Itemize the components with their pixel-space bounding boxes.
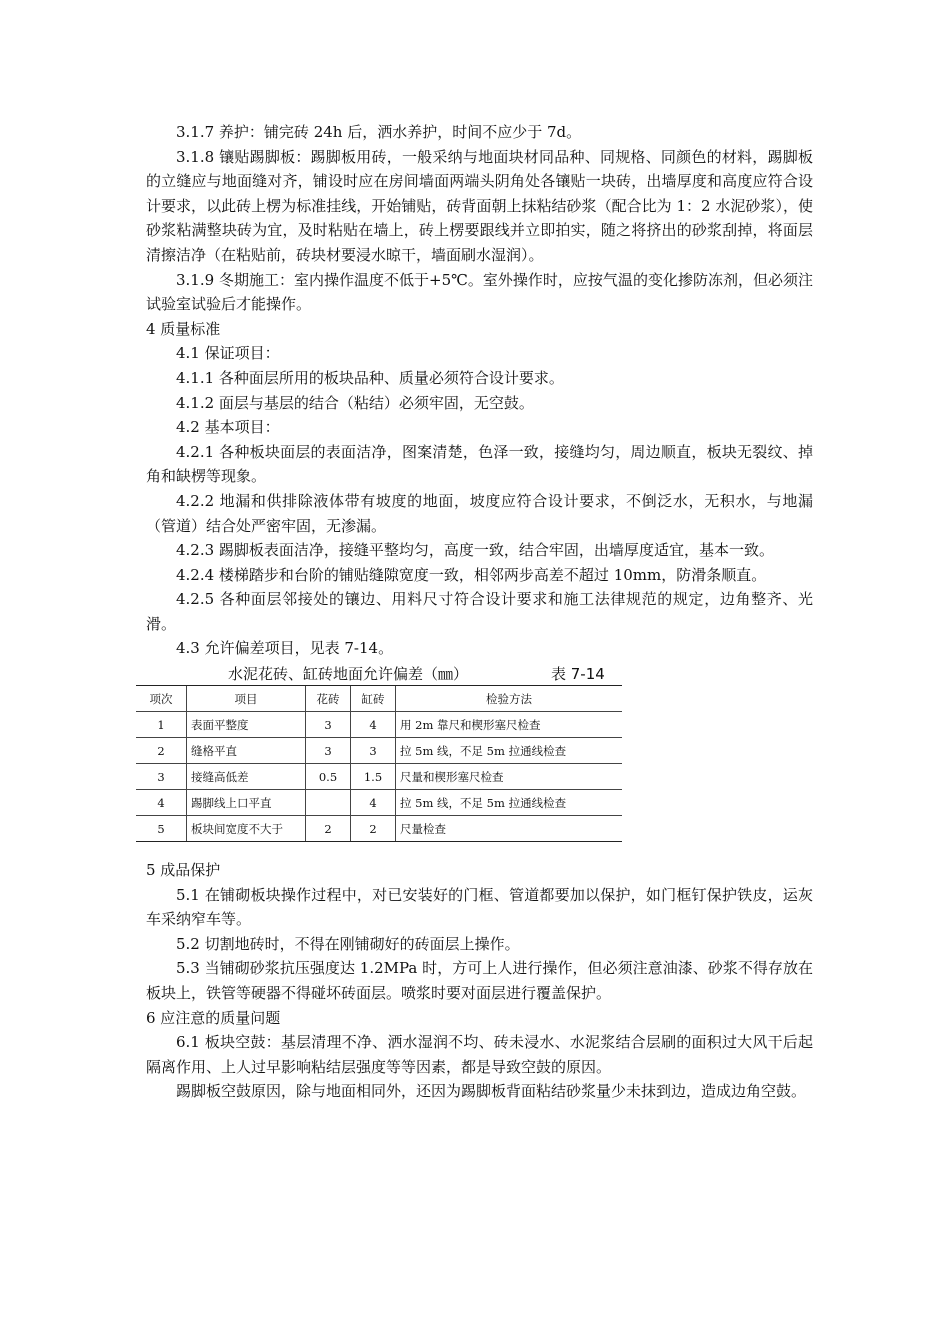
cell-index: 2 — [136, 738, 187, 764]
paragraph-4-2-2: 4.2.2 地漏和供排除液体带有坡度的地面，坡度应符合设计要求，不倒泛水，无积水，与地漏（管道）结合处严密牢固，无渗漏。 — [146, 491, 813, 535]
table-number: 表 7-14 — [551, 665, 605, 684]
paragraph-4-3: 4.3 允许偏差项目，见表 7-14。 — [176, 639, 394, 658]
section-heading-4: 4 质量标准 — [146, 319, 221, 338]
paragraph-4-2-5: 4.2.5 各种面层邻接处的镶边、用料尺寸符合设计要求和施工法律规范的规定，边角整齐、光滑。 — [146, 590, 813, 633]
paragraph-3-1-9: 3.1.9 冬期施工：室内操作温度不低于+5℃。室外操作时，应按气温的变化掺防冻剂，但必须注试验室试验后才能操作。 — [146, 270, 813, 314]
table-row — [136, 712, 622, 738]
paragraph-3-1-8: 3.1.8 镶贴踢脚板：踢脚板用砖，一般采纳与地面块材同品种、同规格、同颜色的材料，踢脚板的立缝应与地面缝对齐，铺设时应在房间墙面两端头阴角处各镶贴一块砖，出墙厚度和高度应符合设计要求，以此砖上楞为标准挂线，开始铺贴，砖背面朝上抹粘结砂浆（配合比为 1：2 水泥砂浆），使砂浆粘满整块砖为宜，及时粘贴在墙上，砖上楞要跟线并立即拍实，随之将挤出的砂浆刮掉，将面层清擦洁净（在粘贴前，砖块材要浸水晾干，墙面刷水湿润）。 — [146, 147, 813, 264]
paragraph-5-3: 5.3 当铺砌砂浆抗压强度达 1.2MPa 时，方可上人进行操作，但必须注意油漆、砂浆不得存放在板块上，铁管等硬器不得碰坏砖面层。喷浆时要对面层进行覆盖保护。 — [146, 959, 813, 1003]
cell-clinker-tile: 4 — [351, 790, 396, 816]
paragraph-3-1-7: 3.1.7 养护：铺完砖 24h 后，洒水养护，时间不应少于 7d。 — [176, 123, 582, 141]
cell-flower-tile: 2 — [306, 816, 351, 842]
cell-index: 3 — [136, 764, 187, 790]
table-row — [136, 790, 622, 816]
cell-index: 1 — [136, 712, 187, 738]
table-title: 水泥花砖、缸砖地面允许偏差（㎜） — [228, 665, 469, 684]
paragraph-5-1: 5.1 在铺砌板块操作过程中，对已安装好的门框、管道都要加以保护，如门框钉保护铁皮，运灰车采纳窄车等。 — [146, 885, 813, 929]
cell-index: 5 — [136, 816, 187, 842]
cell-item: 接缝高低差 — [187, 764, 306, 790]
spacer — [146, 842, 813, 858]
cell-flower-tile — [306, 790, 351, 816]
paragraph-4-2-3: 4.2.3 踢脚板表面洁净，接缝平整均匀，高度一致，结合牢固，出墙厚度适宜，基本一致。 — [176, 541, 774, 560]
cell-method: 用 2m 靠尺和楔形塞尺检查 — [396, 712, 623, 738]
cell-clinker-tile: 1.5 — [351, 764, 396, 790]
header-index: 项次 — [136, 686, 187, 712]
table-row — [136, 738, 622, 764]
section-heading-6: 6 应注意的质量问题 — [146, 1008, 281, 1027]
header-clinker-tile: 缸砖 — [351, 686, 396, 712]
cell-flower-tile: 3 — [306, 738, 351, 764]
paragraph-4-1-2: 4.1.2 面层与基层的结合（粘结）必须牢固，无空鼓。 — [176, 393, 534, 412]
paragraph-4-2-1: 4.2.1 各种板块面层的表面洁净，图案清楚，色泽一致，接缝均匀，周边顺直，板块无裂纹、掉角和缺楞等现象。 — [146, 442, 813, 486]
cell-item: 缝格平直 — [187, 738, 306, 764]
cell-method: 拉 5m 线，不足 5m 拉通线检查 — [396, 790, 623, 816]
paragraph-4-2-4: 4.2.4 楼梯踏步和台阶的铺贴缝隙宽度一致，相邻两步高差不超过 10mm，防滑条顺直。 — [176, 565, 767, 584]
table-row — [136, 816, 622, 842]
cell-item: 板块间宽度不大于 — [187, 816, 306, 842]
table-header-row — [136, 686, 622, 712]
cell-method: 拉 5m 线，不足 5m 拉通线检查 — [396, 738, 623, 764]
header-flower-tile: 花砖 — [306, 686, 351, 712]
cell-flower-tile: 0.5 — [306, 764, 351, 790]
paragraph-6-1: 6.1 板块空鼓：基层清理不净、洒水湿润不均、砖未浸水、水泥浆结合层刷的面积过大风干后起隔离作用、上人过早影响粘结层强度等等因素，都是导致空鼓的原因。 — [146, 1033, 813, 1076]
paragraph-5-2: 5.2 切割地砖时，不得在刚铺砌好的砖面层上操作。 — [176, 934, 520, 953]
table-caption — [146, 661, 632, 685]
section-heading-5: 5 成品保护 — [146, 861, 221, 880]
cell-flower-tile: 3 — [306, 712, 351, 738]
cell-clinker-tile: 3 — [351, 738, 396, 764]
cell-clinker-tile: 2 — [351, 816, 396, 842]
cell-clinker-tile: 4 — [351, 712, 396, 738]
paragraph-4-1: 4.1 保证项目： — [176, 344, 280, 363]
paragraph-4-1-1: 4.1.1 各种面层所用的板块品种、质量必须符合设计要求。 — [176, 368, 564, 387]
cell-method: 尺量和楔形塞尺检查 — [396, 764, 623, 790]
deviation-table — [136, 685, 622, 842]
paragraph-6-1-skirting: 踢脚板空鼓原因，除与地面相同外，还因为踢脚板背面粘结砂浆量少未抹到边，造成边角空鼓。 — [176, 1082, 807, 1101]
header-item: 项目 — [187, 686, 306, 712]
table-row — [136, 764, 622, 790]
cell-item: 踢脚线上口平直 — [187, 790, 306, 816]
cell-method: 尺量检查 — [396, 816, 623, 842]
document-body — [146, 120, 813, 1104]
header-method: 检验方法 — [396, 686, 623, 712]
paragraph-4-2: 4.2 基本项目： — [176, 418, 280, 437]
cell-item: 表面平整度 — [187, 712, 306, 738]
cell-index: 4 — [136, 790, 187, 816]
